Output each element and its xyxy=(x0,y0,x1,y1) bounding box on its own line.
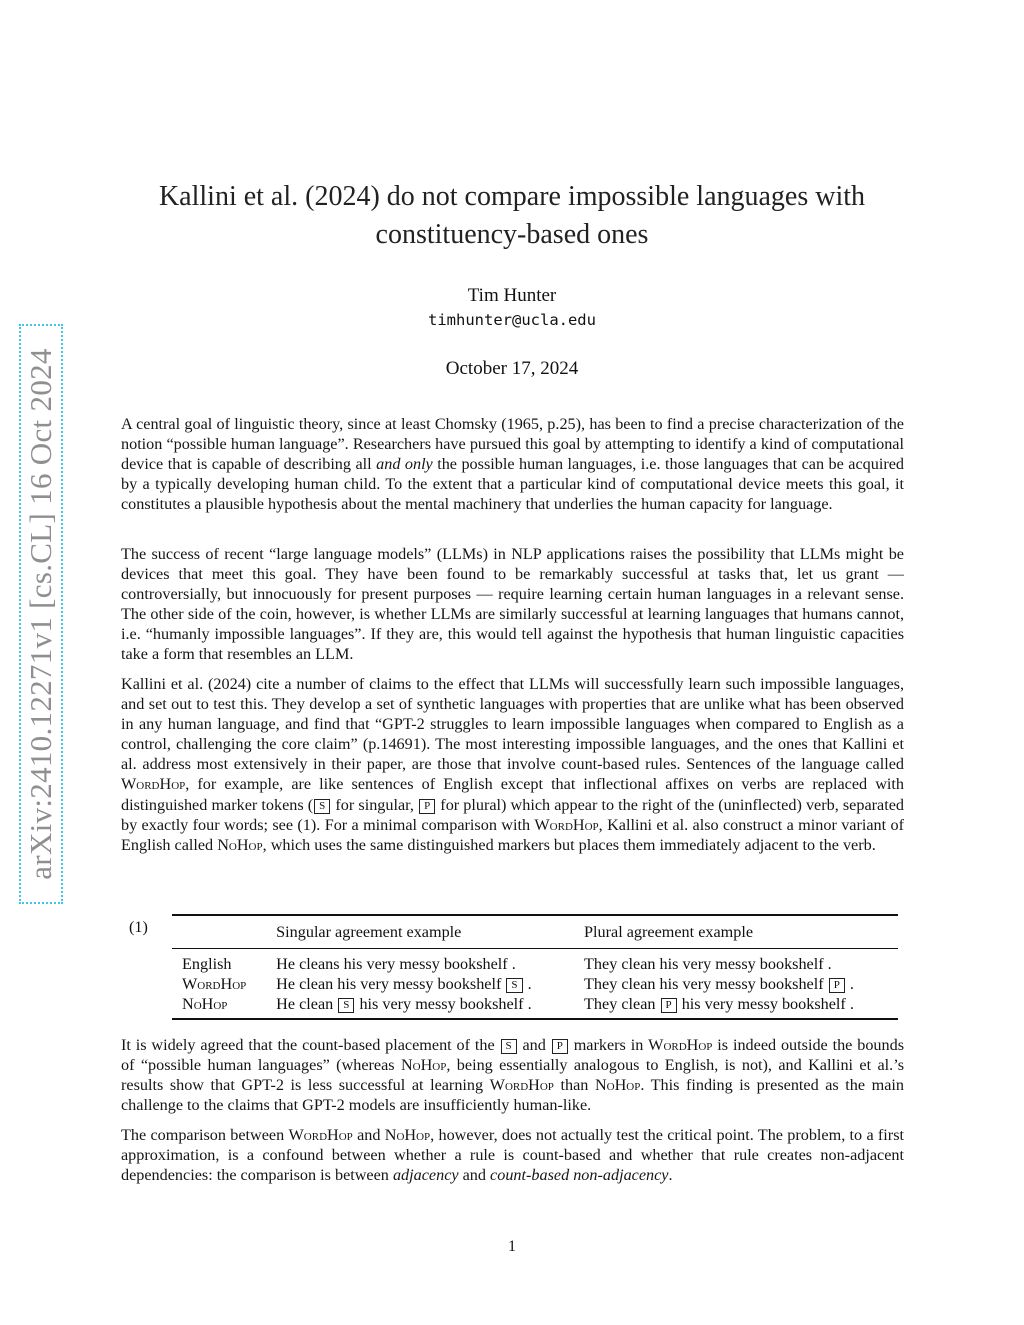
term-wordhop: WordHop xyxy=(288,1126,353,1144)
term-nohop: NoHop xyxy=(594,1076,641,1095)
term-nohop: NoHop xyxy=(400,1056,447,1075)
text: They clean his very messy bookshelf xyxy=(584,975,824,993)
plural-example xyxy=(574,974,898,994)
table-header-singular: Singular agreement example xyxy=(266,915,574,949)
emphasis: and only xyxy=(376,455,433,474)
text: He clean xyxy=(276,995,334,1013)
text: , Kallini et al. also construct a minor variant of English called xyxy=(121,815,904,854)
text: . This finding is presented as the main challenge to the claims that GPT-2 models are insufficiently human-like. xyxy=(121,1076,904,1115)
text: markers in xyxy=(568,1036,649,1054)
table-row-wordhop xyxy=(172,974,898,994)
singular-example xyxy=(266,974,574,994)
row-language: English xyxy=(182,955,232,973)
marker-s-token: S xyxy=(314,799,330,814)
example-table xyxy=(172,914,898,1020)
text: than xyxy=(553,1076,595,1095)
paragraph-5 xyxy=(121,1125,904,1185)
text: and xyxy=(352,1126,385,1144)
marker-p-token: P xyxy=(552,1039,568,1054)
author-name: Tim Hunter xyxy=(467,285,557,306)
paper-date: October 17, 2024 xyxy=(445,358,579,379)
text: and xyxy=(517,1036,551,1054)
singular-example xyxy=(266,994,574,1019)
paper-title xyxy=(120,178,904,254)
page-number: 1 xyxy=(508,1238,516,1255)
emphasis: count-based non-adjacency xyxy=(490,1166,669,1185)
table-header-plural: Plural agreement example xyxy=(574,915,898,949)
table-row-nohop xyxy=(172,994,898,1019)
term-nohop: NoHop xyxy=(217,835,263,854)
row-language: WordHop xyxy=(182,975,247,993)
text: for plural) which appear to the right of the (uninflected) verb, separated by exactly four words; see (1). For a minimal comparison with xyxy=(121,795,904,834)
marker-s-token: S xyxy=(506,978,522,993)
title-line-1: Kallini et al. (2024) do not compare impossible languages with xyxy=(158,181,866,212)
paragraph-4 xyxy=(121,1035,904,1115)
term-nohop: NoHop xyxy=(384,1126,431,1144)
text: A central goal of linguistic theory, since at least Chomsky (1965, p.25), has been to find a precise characterization of the notion “possible human language”. Researchers have pursued this goal by attempting to identify a kind of computational device that is capable of describing all xyxy=(121,415,904,474)
text: . xyxy=(668,1166,673,1185)
text: , for example, are like sentences of English except that inflectional affixes on verbs are replaced with distinguished marker tokens ( xyxy=(121,775,904,814)
marker-p-token: P xyxy=(829,978,845,993)
arxiv-sidebar-stamp: arXiv:2410.12271v1 [cs.CL] 16 Oct 2024 xyxy=(19,324,63,904)
text: , being essentially analogous to English, is not), and Kallini et al.’s results show that GPT-2 is less successful at learning xyxy=(121,1056,904,1095)
row-language: NoHop xyxy=(172,994,266,1019)
text: They clean xyxy=(584,995,656,1013)
paragraph-2: The success of recent “large language models” (LLMs) in NLP applications raises the possibility that LLMs might be devices that meet this goal. They have been found to be remarkably successful at tasks that, let us grant — controversially, but innocuously for present purposes — require learning certain human languages in a relevant sense. The other side of the coin, however, is whether LLMs are similarly successful at learning languages that humans cannot, i.e. “humanly impossible languages”. If they are, this would tell against the hypothesis that human linguistic capacities take a form that resembles an LLM. xyxy=(121,545,904,664)
text: . xyxy=(849,975,854,993)
table-header-language xyxy=(172,915,266,949)
author-email: timhunter@ucla.edu xyxy=(428,311,596,329)
marker-s-token: S xyxy=(338,998,354,1013)
plural-example xyxy=(574,994,898,1019)
text: is indeed outside the bounds of “possible human languages” (whereas xyxy=(121,1036,904,1075)
text: It is widely agreed that the count-based placement of the xyxy=(121,1036,500,1054)
term-wordhop: WordHop xyxy=(648,1036,713,1054)
text: . xyxy=(527,975,532,993)
text: Kallini et al. (2024) cite a number of claims to the effect that LLMs will successfully learn such impossible languages, and set out to test this. They develop a set of synthetic languages with properties that are unlike what has been observed in any human language, and find that “GPT-2 struggles to learn impossible languages when compared to English as a control, challenging the core claim” (p.14691). The most interesting impossible languages, and the ones that Kallini et al. address most extensively in their paper, are those that involve count-based rules. Sentences of the language called xyxy=(121,675,904,774)
text: , which uses the same distinguished markers but places them immediately adjacent to the verb. xyxy=(262,835,876,854)
plural-example: They clean his very messy bookshelf . xyxy=(584,955,832,973)
example-number: (1) xyxy=(129,918,148,936)
text: his very messy bookshelf . xyxy=(681,995,854,1013)
text: The comparison between xyxy=(121,1126,289,1144)
text: , however, does not actually test the critical point. The problem, to a first approximation, is a confound between whether a rule is count-based and whether that rule creates non-adjacent dependencies: the comparison is between xyxy=(121,1126,904,1185)
title-line-2: constituency-based ones xyxy=(375,219,649,250)
text: for singular, xyxy=(331,795,419,814)
paragraph-1 xyxy=(121,414,904,514)
term-wordhop: WordHop xyxy=(534,815,599,834)
text: He clean his very messy bookshelf xyxy=(276,975,502,993)
singular-example: He cleans his very messy bookshelf . xyxy=(276,955,516,973)
text: the possible human languages, i.e. those languages that can be acquired by a typically developing human child. To the extent that a particular kind of computational device meets this goal, it constitutes a plausible hypothesis about the mental machinery that underlies the human capacity for language. xyxy=(121,455,905,514)
term-wordhop: WordHop xyxy=(121,775,186,794)
emphasis: adjacency xyxy=(392,1166,459,1185)
marker-s-token: S xyxy=(501,1039,517,1054)
text: his very messy bookshelf . xyxy=(359,995,532,1013)
table-header-row xyxy=(172,915,898,949)
paragraph-3 xyxy=(121,674,904,855)
term-wordhop: WordHop xyxy=(489,1076,554,1095)
marker-p-token: P xyxy=(419,799,435,814)
text: and xyxy=(458,1166,491,1185)
table-row-english xyxy=(172,949,898,975)
marker-p-token: P xyxy=(661,998,677,1013)
